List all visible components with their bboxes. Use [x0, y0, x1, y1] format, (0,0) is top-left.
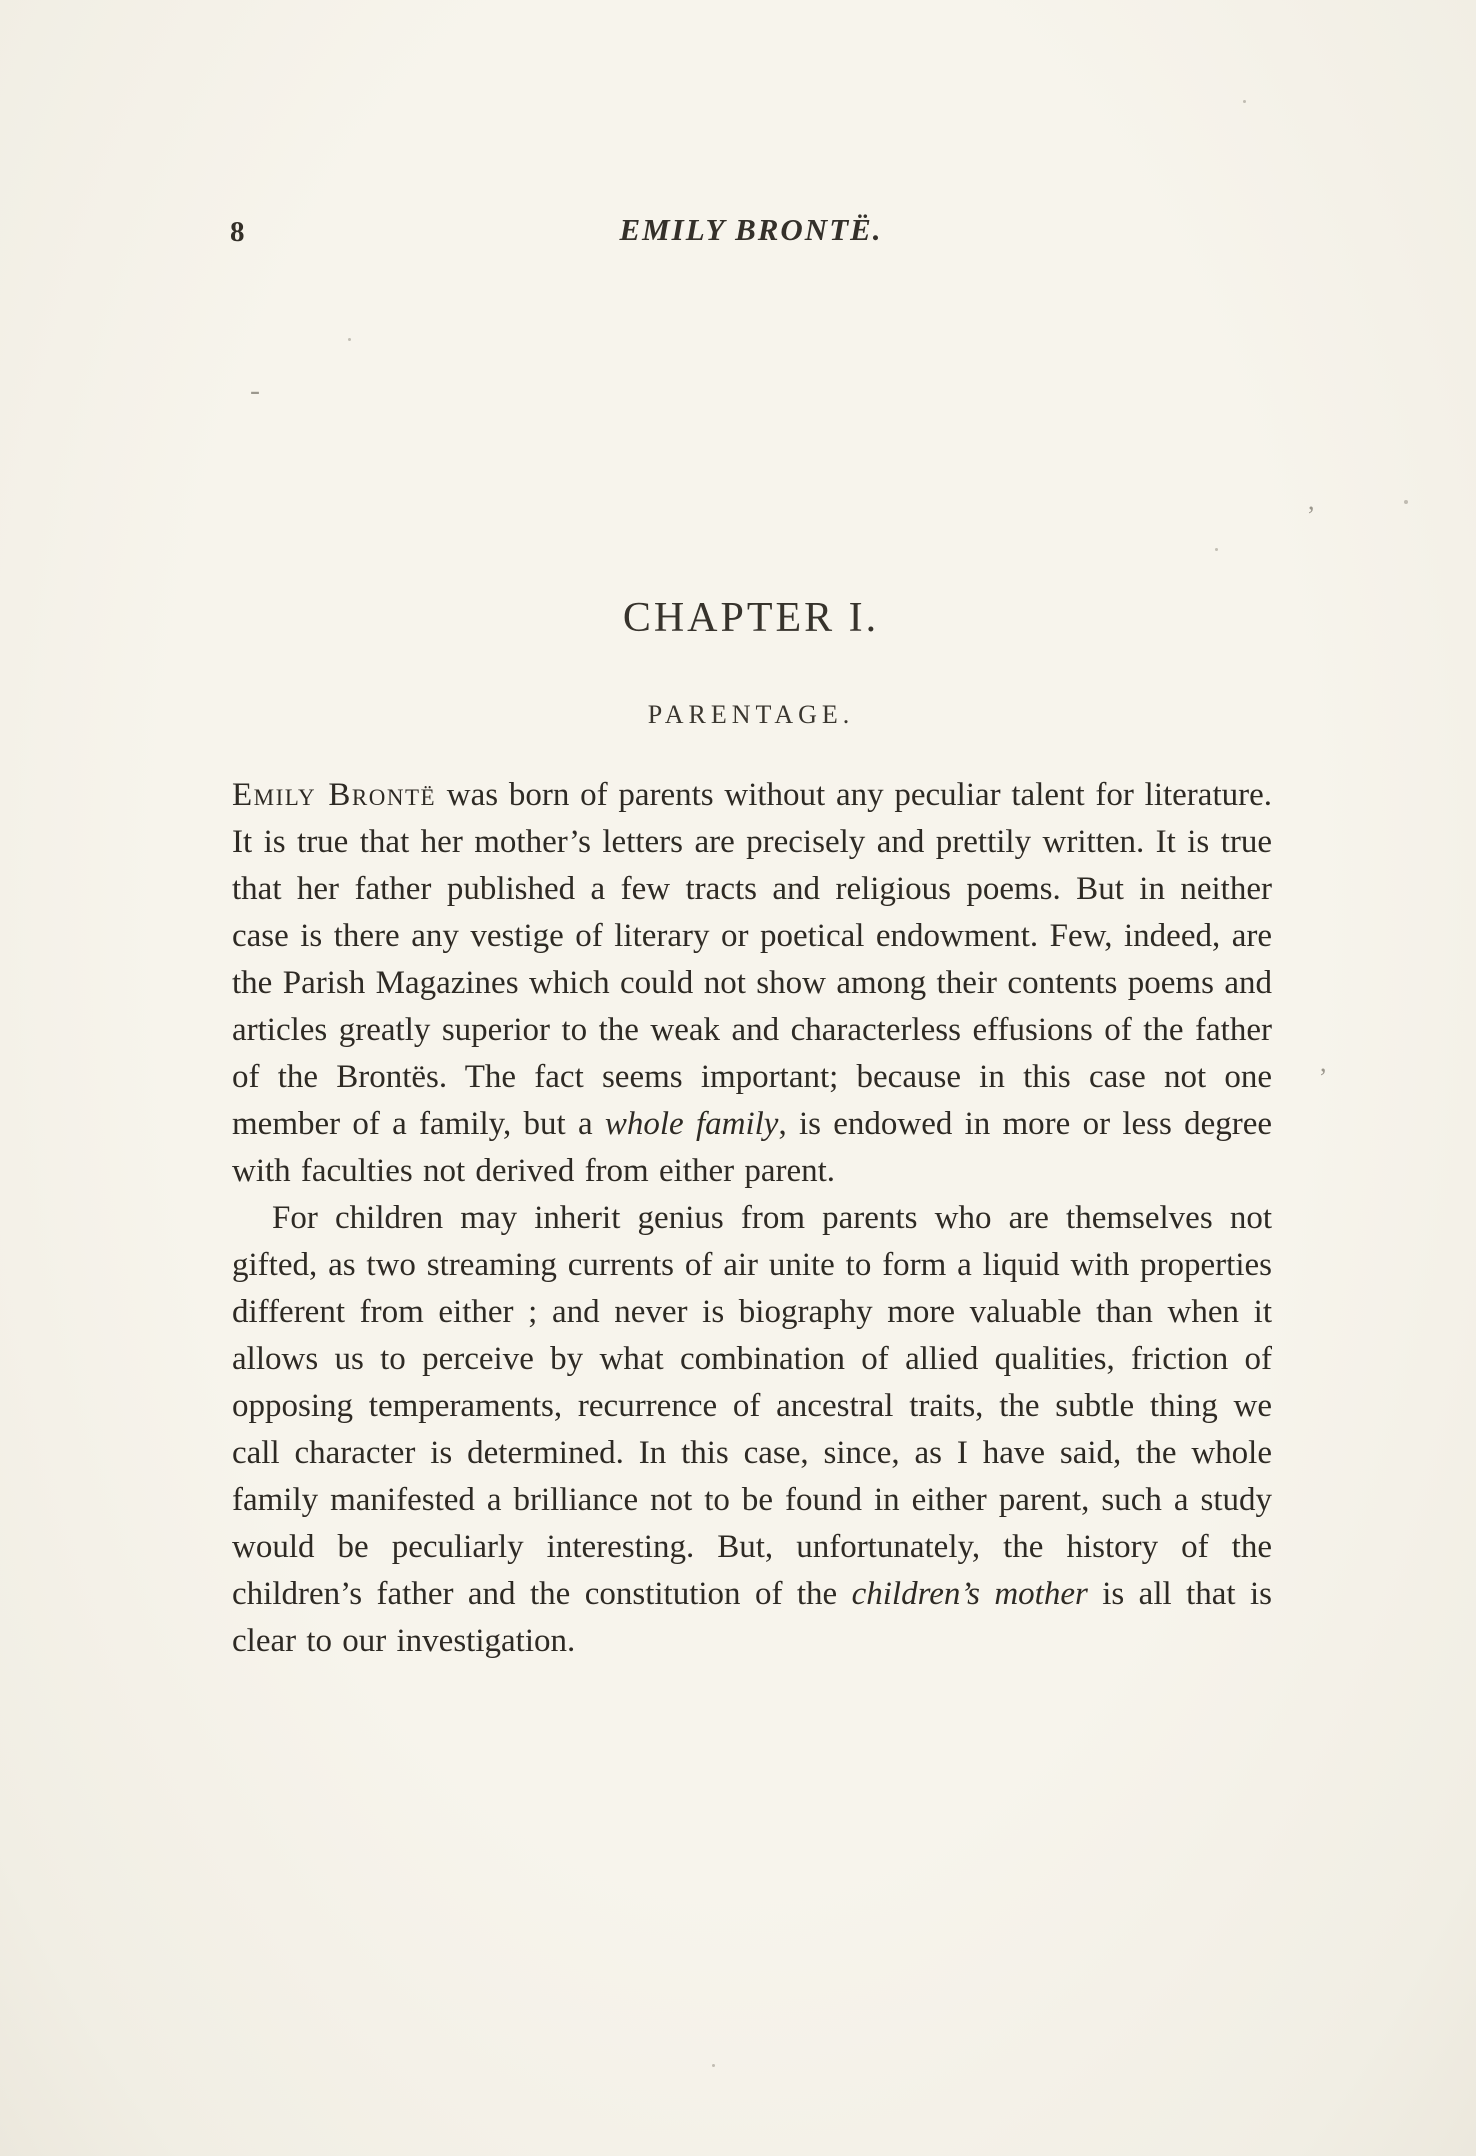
scan-mark: , [1320, 1048, 1327, 1077]
paragraph-2: For children may inherit genius from parents who are themselves not gifted, as two streaming currents of air unite to form a liquid with properties different from either ; and never is biography more valuable than when it allows us to perceive by what combination of allied qualities, friction of opposing temperaments, recurrence of ancestral traits, the subtle thing we call character is determined. In this case, since, as I have said, the whole family manifested a brilliance not to be found in either parent, such a study would be peculiarly interesting. But, unfortunately, the history of the children’s father and the constitution of the children’s mother is all that is clear to our investigation. [232, 1200, 1272, 1659]
body-text [232, 772, 1272, 1665]
scan-speck [710, 1496, 713, 1499]
scan-mark: - [250, 374, 260, 407]
scan-speck [712, 2064, 715, 2067]
running-header: EMILY BRONTË. [619, 212, 883, 247]
running-header-row [228, 212, 1274, 256]
paragraph-1: Emily Brontë was born of parents without any peculiar talent for literature. It is true that her mother’s letters are precisely and prettily written. It is true that her father published a few tracts and religious poems. But in neither case is there any vestige of literary or poetical endowment. Few, indeed, are the Parish Magazines which could not show among their contents poems and articles greatly superior to the weak and characterless effusions of the father of the Brontës. The fact seems important; because in this case not one member of a family, but a whole family, is endowed in more or less degree with faculties not derived from either parent. [232, 777, 1273, 1189]
scan-speck [1404, 500, 1408, 504]
chapter-subheading: PARENTAGE. [647, 700, 855, 729]
page-number: 8 [230, 216, 246, 248]
scan-speck [1243, 100, 1246, 103]
scan-mark: , [1308, 486, 1315, 515]
scan-speck [348, 338, 351, 341]
scan-speck [1215, 548, 1218, 551]
chapter-heading: CHAPTER I. [622, 595, 880, 641]
